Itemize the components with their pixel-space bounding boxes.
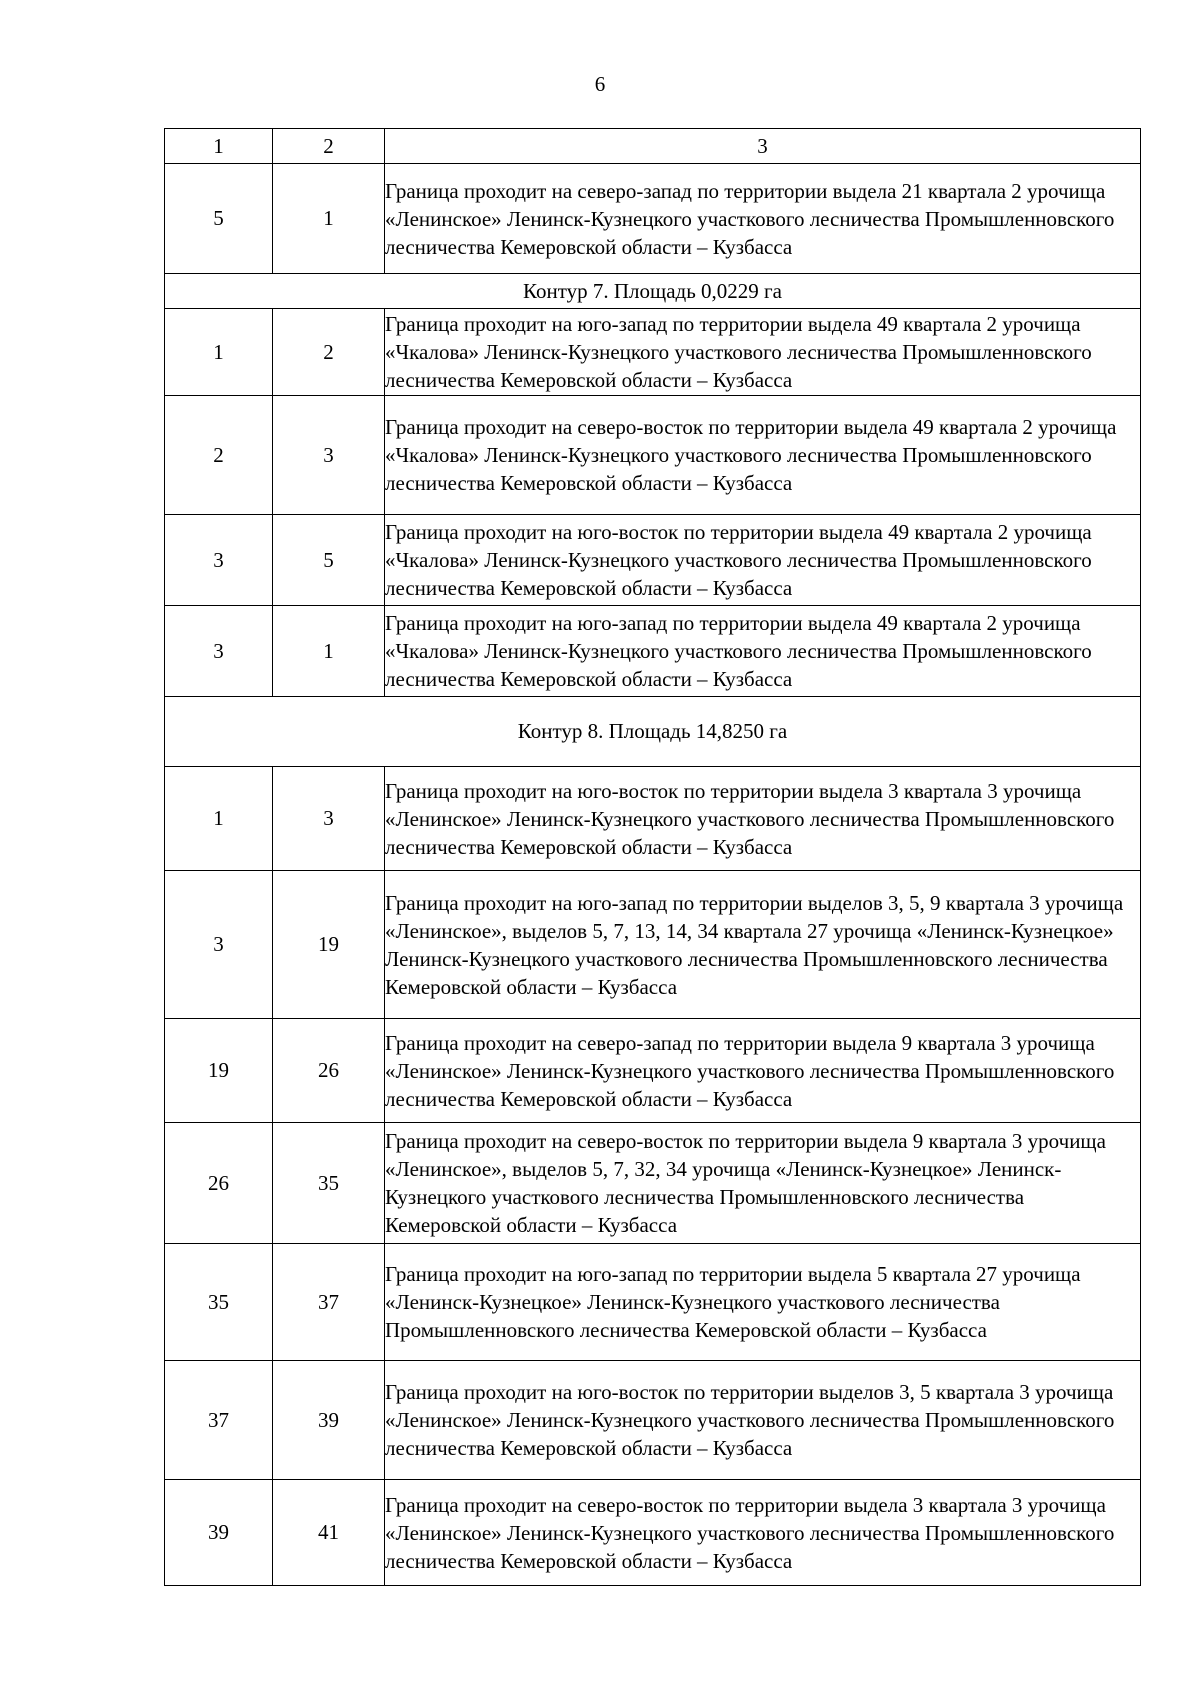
- contour-heading: Контур 8. Площадь 14,8250 га: [165, 697, 1141, 767]
- table-row: [165, 871, 1141, 1019]
- contour-row: [165, 274, 1141, 309]
- point-to: 5: [273, 515, 385, 606]
- point-to: 37: [273, 1244, 385, 1361]
- boundary-description: Граница проходит на юго-восток по территории выдела 3 квартала 3 урочища «Ленинское» Ленинск-Кузнецкого участкового лесничества Промышленновского лесничества Кемеровской области – Кузбасса: [385, 767, 1141, 871]
- boundary-description: Граница проходит на юго-запад по территории выдела 5 квартала 27 урочища «Ленинск-Кузнецкое» Ленинск-Кузнецкого участкового лесничества Промышленновского лесничества Кемеровской области – Кузбасса: [385, 1244, 1141, 1361]
- table-row: [165, 767, 1141, 871]
- boundary-description: Граница проходит на северо-восток по территории выдела 49 квартала 2 урочища «Чкалова» Ленинск-Кузнецкого участкового лесничества Промышленновского лесничества Кемеровской области – Кузбасса: [385, 396, 1141, 515]
- point-to: 1: [273, 164, 385, 274]
- point-from: 26: [165, 1123, 273, 1244]
- table-row: [165, 1123, 1141, 1244]
- table-row: [165, 1480, 1141, 1586]
- table-row: [165, 515, 1141, 606]
- column-header-description: 3: [385, 129, 1141, 164]
- boundary-description: Граница проходит на северо-восток по территории выдела 9 квартала 3 урочища «Ленинское», выделов 5, 7, 32, 34 урочища «Ленинск-Кузнецкое» Ленинск-Кузнецкого участкового лесничества Промышленновского лесничества Кемеровской области – Кузбасса: [385, 1123, 1141, 1244]
- table-row: [165, 396, 1141, 515]
- point-from: 1: [165, 309, 273, 396]
- point-to: 39: [273, 1361, 385, 1480]
- boundary-description: Граница проходит на юго-восток по территории выдела 49 квартала 2 урочища «Чкалова» Ленинск-Кузнецкого участкового лесничества Промышленновского лесничества Кемеровской области – Кузбасса: [385, 515, 1141, 606]
- point-from: 39: [165, 1480, 273, 1586]
- boundary-description-table: [164, 128, 1141, 1586]
- point-to: 2: [273, 309, 385, 396]
- contour-heading: Контур 7. Площадь 0,0229 га: [165, 274, 1141, 309]
- table-row: [165, 606, 1141, 697]
- boundary-description: Граница проходит на юго-восток по территории выделов 3, 5 квартала 3 урочища «Ленинское» Ленинск-Кузнецкого участкового лесничества Промышленновского лесничества Кемеровской области – Кузбасса: [385, 1361, 1141, 1480]
- page-number: 6: [594, 72, 606, 96]
- point-to: 3: [273, 767, 385, 871]
- boundary-description: Граница проходит на северо-запад по территории выдела 9 квартала 3 урочища «Ленинское» Ленинск-Кузнецкого участкового лесничества Промышленновского лесничества Кемеровской области – Кузбасса: [385, 1019, 1141, 1123]
- table-row: [165, 1019, 1141, 1123]
- column-header-to: 2: [273, 129, 385, 164]
- boundary-description: Граница проходит на юго-запад по территории выделов 3, 5, 9 квартала 3 урочища «Ленинское», выделов 5, 7, 13, 14, 34 квартала 27 урочища «Ленинск-Кузнецкое» Ленинск-Кузнецкого участкового лесничества Промышленновского лесничества Кемеровской области – Кузбасса: [385, 871, 1141, 1019]
- table-row: [165, 1244, 1141, 1361]
- point-to: 41: [273, 1480, 385, 1586]
- point-from: 35: [165, 1244, 273, 1361]
- boundary-description: Граница проходит на юго-запад по территории выдела 49 квартала 2 урочища «Чкалова» Ленинск-Кузнецкого участкового лесничества Промышленновского лесничества Кемеровской области – Кузбасса: [385, 309, 1141, 396]
- point-to: 19: [273, 871, 385, 1019]
- table-header-row: [165, 129, 1141, 164]
- boundary-description: Граница проходит на северо-запад по территории выдела 21 квартала 2 урочища «Ленинское» Ленинск-Кузнецкого участкового лесничества Промышленновского лесничества Кемеровской области – Кузбасса: [385, 164, 1141, 274]
- column-header-from: 1: [165, 129, 273, 164]
- point-from: 37: [165, 1361, 273, 1480]
- table-row: [165, 1361, 1141, 1480]
- point-from: 2: [165, 396, 273, 515]
- point-to: 26: [273, 1019, 385, 1123]
- boundary-description: Граница проходит на юго-запад по территории выдела 49 квартала 2 урочища «Чкалова» Ленинск-Кузнецкого участкового лесничества Промышленновского лесничества Кемеровской области – Кузбасса: [385, 606, 1141, 697]
- point-to: 1: [273, 606, 385, 697]
- point-to: 3: [273, 396, 385, 515]
- table-row: [165, 164, 1141, 274]
- point-from: 3: [165, 606, 273, 697]
- point-from: 5: [165, 164, 273, 274]
- table-row: [165, 309, 1141, 396]
- point-from: 3: [165, 871, 273, 1019]
- point-from: 19: [165, 1019, 273, 1123]
- point-from: 1: [165, 767, 273, 871]
- point-from: 3: [165, 515, 273, 606]
- boundary-description: Граница проходит на северо-восток по территории выдела 3 квартала 3 урочища «Ленинское» Ленинск-Кузнецкого участкового лесничества Промышленновского лесничества Кемеровской области – Кузбасса: [385, 1480, 1141, 1586]
- point-to: 35: [273, 1123, 385, 1244]
- contour-row: [165, 697, 1141, 767]
